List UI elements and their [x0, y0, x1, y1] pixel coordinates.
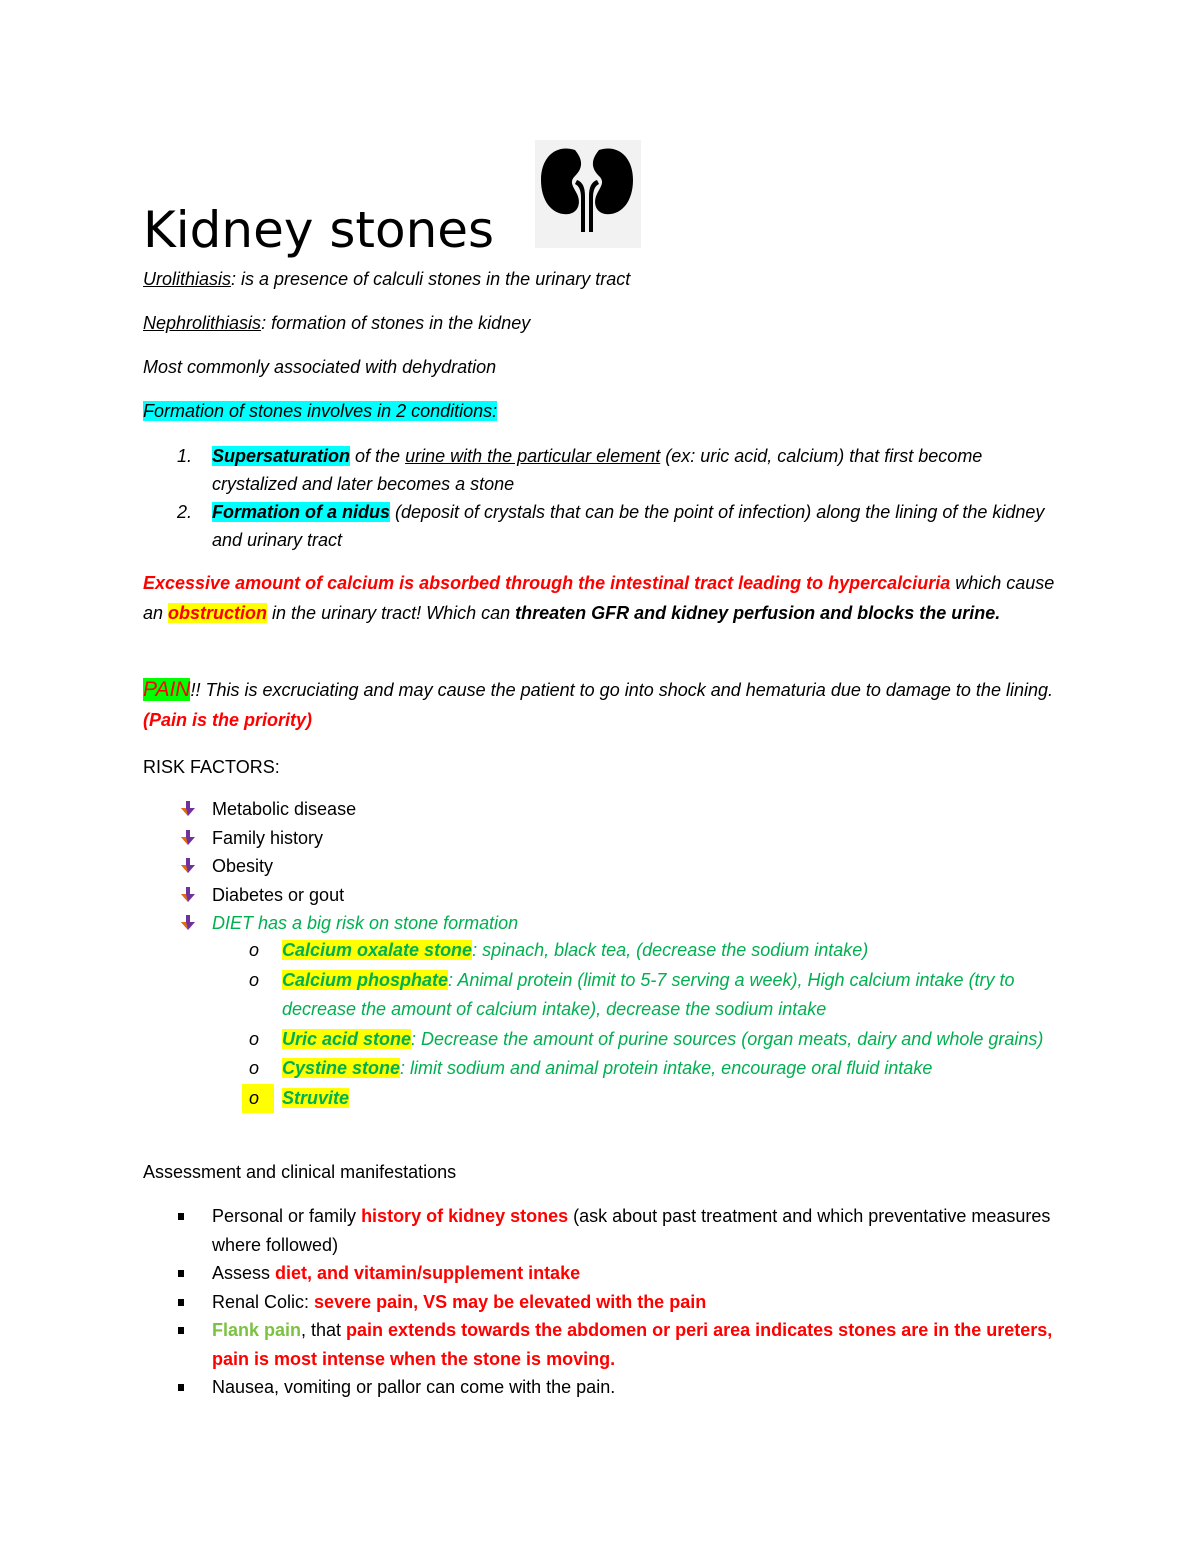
- condition-text: of the: [350, 446, 406, 466]
- arrow-bullet-icon: [179, 887, 197, 903]
- calcium-red-text: Excessive amount of calcium is absorbed through the intestinal tract leading to hypercalciuria: [143, 573, 951, 593]
- calcium-paragraph: [143, 569, 1063, 628]
- list-item: [143, 1025, 1063, 1055]
- risk-factor-text: Metabolic disease: [212, 799, 357, 819]
- pain-text: !! This is excruciating and may cause the patient to go into shock and hematuria due to damage to the lining.: [190, 680, 1053, 700]
- arrow-bullet-icon: [179, 801, 197, 817]
- list-item: [143, 881, 1063, 910]
- diet-risk-text: DIET has a big risk on stone formation: [212, 913, 519, 933]
- assessment-text-2: (ask about past treatment and which preventative measures where followed): [212, 1206, 1051, 1255]
- list-item: [143, 1084, 1063, 1114]
- obstruction-highlight: obstruction: [168, 602, 268, 623]
- list-item: [143, 1373, 1063, 1402]
- square-bullet-icon: [178, 1299, 184, 1306]
- condition-text: (deposit of crystals that can be the point of infection) along the lining of the kidney and urinary tract: [212, 502, 1045, 550]
- square-bullet-icon: [178, 1213, 184, 1220]
- risk-factor-text: Diabetes or gout: [212, 884, 345, 905]
- stone-name: Calcium phosphate: [282, 969, 449, 990]
- risk-factor-text: Family history: [212, 827, 324, 848]
- assessment-text: Nausea, vomiting or pallor can come with the pain.: [212, 1377, 616, 1397]
- list-item: [143, 1054, 1063, 1084]
- assessment-text: , that: [301, 1320, 347, 1340]
- stone-name: Calcium oxalate stone: [282, 940, 473, 960]
- assessment-heading: Assessment and clinical manifestations: [143, 1162, 457, 1182]
- list-marker: o: [242, 1084, 274, 1114]
- stone-name: Cystine stone: [282, 1058, 401, 1078]
- stone-name: Uric acid stone: [282, 1028, 412, 1049]
- list-item: [143, 852, 1063, 881]
- list-item: [143, 1316, 1063, 1373]
- list-item: [143, 442, 1063, 498]
- calcium-text-2: in the urinary tract! Which can: [267, 602, 516, 623]
- arrow-bullet-icon: [179, 830, 197, 846]
- definition-text: : is a presence of calculi stones in the urinary tract: [231, 269, 631, 289]
- risk-factors-list: [143, 795, 1063, 938]
- formation-heading: [143, 397, 1063, 425]
- stone-description: : Decrease the amount of purine sources (organ meats, dairy and whole grains): [411, 1028, 1044, 1049]
- list-item: [143, 909, 1063, 938]
- stone-description: : Animal protein (limit to 5-7 serving a week), High calcium intake (try to decrease the amount of calcium intake), decrease the sodium intake: [282, 969, 1015, 1019]
- stone-description: : spinach, black tea, (decrease the sodium intake): [472, 940, 869, 960]
- list-number: 1.: [177, 446, 193, 466]
- arrow-bullet-icon: [179, 858, 197, 874]
- condition-term: Supersaturation: [212, 446, 351, 466]
- assessment-text: Assess: [212, 1263, 276, 1283]
- condition-underlined: urine with the particular element: [405, 446, 661, 466]
- list-item: [143, 1259, 1063, 1288]
- list-marker: o: [249, 1058, 260, 1078]
- flank-pain-text: Flank pain: [212, 1320, 302, 1340]
- list-item: [143, 498, 1063, 554]
- kidney-icon: [535, 140, 641, 248]
- formation-list: [143, 442, 1063, 554]
- definition-term: Urolithiasis: [143, 269, 232, 289]
- list-number: 2.: [177, 502, 193, 522]
- list-item: [143, 966, 1063, 1025]
- list-item: [143, 1202, 1063, 1259]
- assessment-text: Personal or family: [212, 1206, 362, 1226]
- definition-nephrolithiasis: [143, 309, 1063, 337]
- pain-paragraph: [143, 675, 1063, 735]
- risk-factor-text: Obesity: [212, 856, 274, 876]
- square-bullet-icon: [178, 1270, 184, 1277]
- assessment-red-text: pain extends towards the abdomen or peri area indicates stones are in the ureters, pain is most intense when the stone is moving.: [212, 1320, 1053, 1369]
- stone-types-list: [143, 936, 1063, 1113]
- assessment-text: Renal Colic:: [212, 1291, 315, 1312]
- pain-highlight: PAIN: [143, 678, 191, 701]
- assessment-red-text: history of kidney stones: [361, 1206, 569, 1226]
- stone-description: : limit sodium and animal protein intake, encourage oral fluid intake: [400, 1058, 933, 1078]
- definition-text: : formation of stones in the kidney: [261, 313, 531, 333]
- calcium-text-1: which cause an: [143, 573, 1055, 623]
- list-item: [143, 824, 1063, 853]
- calcium-bold-text: threaten GFR and kidney perfusion and blocks the urine.: [515, 602, 1001, 623]
- square-bullet-icon: [178, 1327, 184, 1334]
- list-marker: o: [249, 1028, 260, 1049]
- risk-factors-heading: RISK FACTORS:: [143, 757, 280, 777]
- assessment-red-text: severe pain, VS may be elevated with the pain: [314, 1291, 707, 1312]
- stone-name: Struvite: [282, 1087, 350, 1108]
- list-marker: o: [249, 969, 260, 990]
- condition-text-2: (ex: uric acid, calcium) that first become crystalized and later becomes a stone: [212, 446, 983, 494]
- list-item: [143, 1288, 1063, 1317]
- square-bullet-icon: [178, 1384, 184, 1391]
- definition-term: Nephrolithiasis: [143, 313, 262, 333]
- page-title: Kidney stones: [143, 201, 495, 259]
- arrow-bullet-icon: [179, 915, 197, 931]
- list-item: [143, 936, 1063, 966]
- assessment-list: [143, 1202, 1063, 1402]
- definition-urolithiasis: [143, 265, 1063, 293]
- list-marker: o: [249, 940, 260, 960]
- list-item: [143, 795, 1063, 824]
- pain-priority: (Pain is the priority): [143, 710, 313, 730]
- assessment-red-text: diet, and vitamin/supplement intake: [275, 1263, 581, 1283]
- formation-heading-text: Formation of stones involves in 2 conditions:: [143, 401, 498, 421]
- dehydration-note: Most commonly associated with dehydration: [143, 357, 497, 377]
- condition-term: Formation of a nidus: [212, 502, 390, 522]
